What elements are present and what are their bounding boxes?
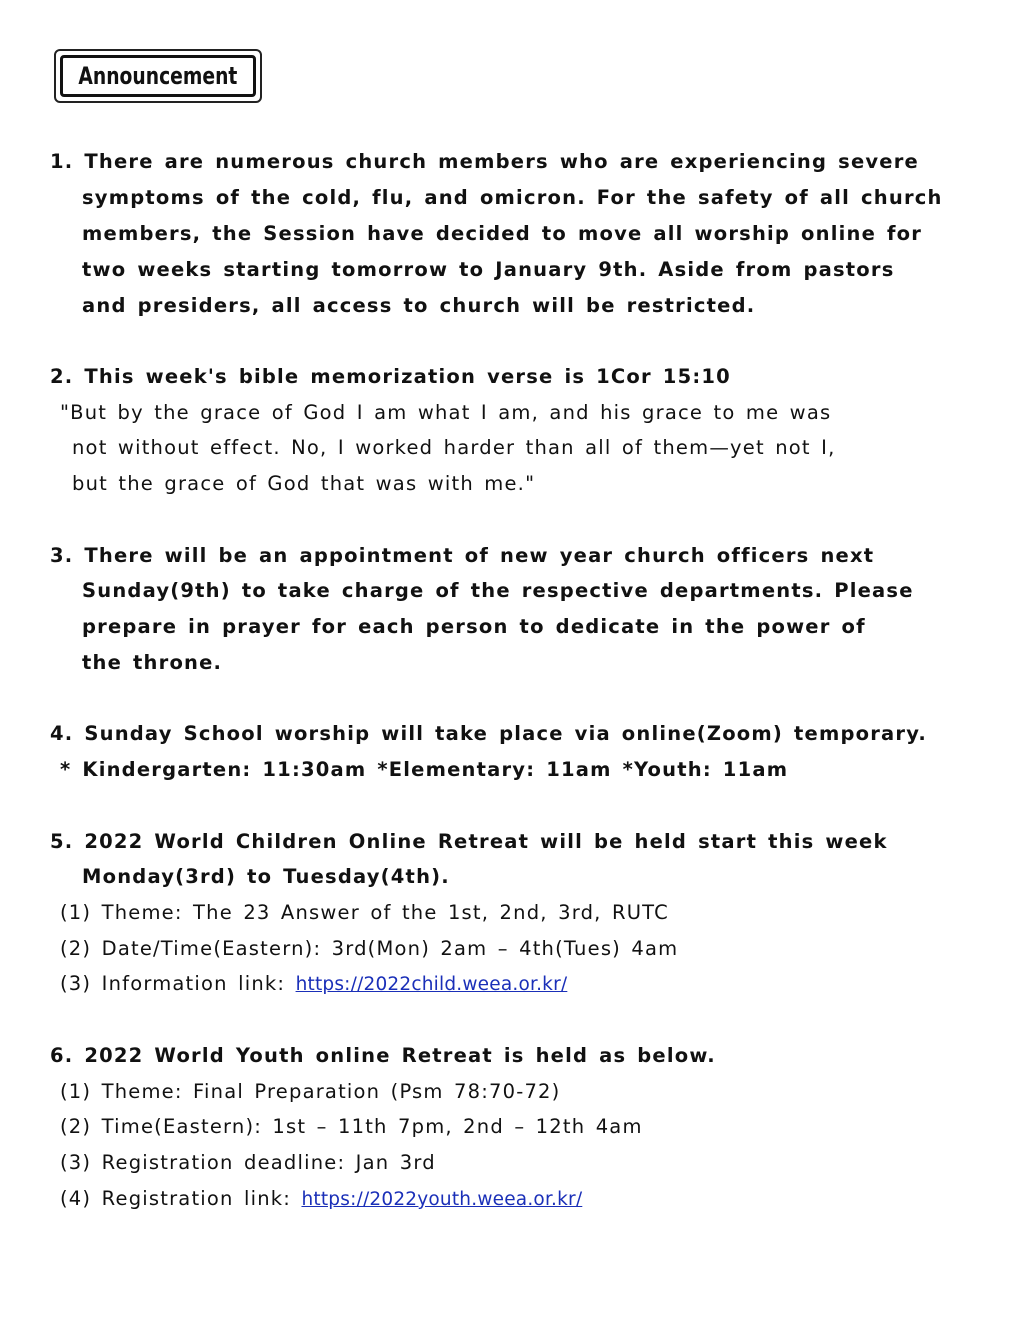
item-1-line-4: two weeks starting tomorrow to January 9th. Aside from pastors <box>82 258 895 281</box>
announcement-title-frame <box>60 55 256 97</box>
item-1-line-3: members, the Session have decided to move all worship online for <box>82 222 923 245</box>
item-5-line-1: 5. 2022 World Children Online Retreat will be held start this week <box>50 830 888 853</box>
item-6-detail-2: (2) Time(Eastern): 1st – 11th 7pm, 2nd – 12th 4am <box>60 1115 643 1138</box>
item-6-link-label: (4) Registration link: <box>60 1187 302 1210</box>
item-5-line-2: Monday(3rd) to Tuesday(4th). <box>82 865 450 888</box>
item-4-heading: 4. Sunday School worship will take place via online(Zoom) temporary. <box>50 722 927 745</box>
item-1-line-5: and presiders, all access to church will be restricted. <box>82 294 756 317</box>
item-3-line-4: the throne. <box>82 651 223 674</box>
announcement-title-box <box>54 49 262 103</box>
item-2-verse-line-1: "But by the grace of God I am what I am, and his grace to me was <box>60 401 832 424</box>
item-5-link-label: (3) Information link: <box>60 972 296 995</box>
youth-retreat-link[interactable]: https://2022youth.weea.or.kr/ <box>301 1189 583 1210</box>
item-1-line-1: 1. There are numerous church members who are experiencing severe <box>50 150 919 173</box>
item-1-line-2: symptoms of the cold, flu, and omicron. For the safety of all church <box>82 186 943 209</box>
item-2-verse-line-3: but the grace of God that was with me." <box>72 472 536 495</box>
item-6-heading: 6. 2022 World Youth online Retreat is held as below. <box>50 1044 716 1067</box>
item-5-detail-1: (1) Theme: The 23 Answer of the 1st, 2nd, 3rd, RUTC <box>60 901 669 924</box>
page-title: Announcement <box>78 62 238 90</box>
item-3-line-3: prepare in prayer for each person to dedicate in the power of <box>82 615 866 638</box>
item-4-schedule: * Kindergarten: 11:30am *Elementary: 11am *Youth: 11am <box>60 758 789 781</box>
item-6-detail-1: (1) Theme: Final Preparation (Psm 78:70-72) <box>60 1080 561 1103</box>
item-5-detail-3 <box>60 972 567 997</box>
item-3-line-2: Sunday(9th) to take charge of the respective departments. Please <box>82 579 914 602</box>
children-retreat-link[interactable]: https://2022child.weea.or.kr/ <box>295 974 568 995</box>
item-6-detail-3: (3) Registration deadline: Jan 3rd <box>60 1151 436 1174</box>
item-5-detail-2: (2) Date/Time(Eastern): 3rd(Mon) 2am – 4th(Tues) 4am <box>60 937 679 960</box>
item-3-line-1: 3. There will be an appointment of new year church officers next <box>50 544 875 567</box>
item-2-verse-line-2: not without effect. No, I worked harder than all of them—yet not I, <box>72 436 836 459</box>
item-2-heading: 2. This week's bible memorization verse is 1Cor 15:10 <box>50 365 731 388</box>
item-6-detail-4 <box>60 1187 582 1212</box>
